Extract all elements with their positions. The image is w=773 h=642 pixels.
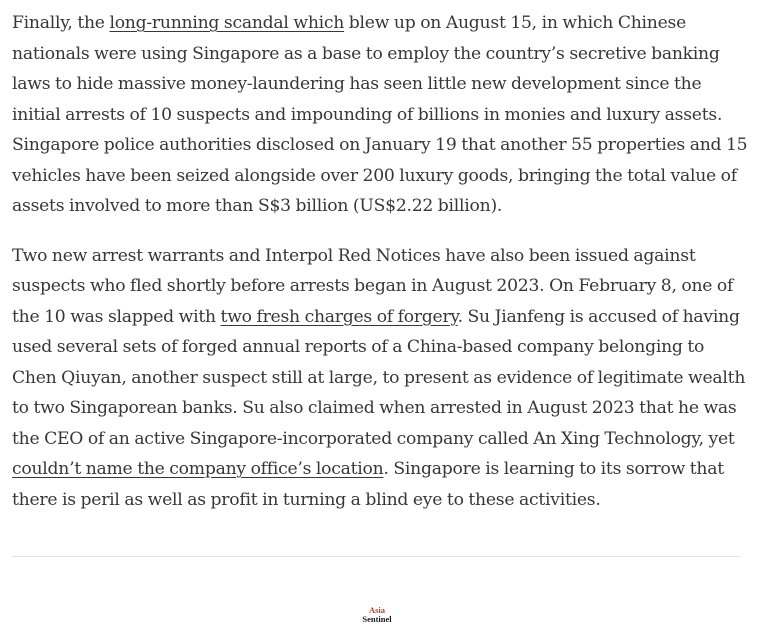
link-forgery-charges[interactable]: two fresh charges of forgery bbox=[220, 306, 458, 327]
link-long-running-scandal[interactable]: long-running scandal which bbox=[109, 13, 345, 33]
link-company-office-location[interactable]: couldn’t name the company office’s location bbox=[12, 459, 384, 479]
footer-divider bbox=[12, 556, 741, 557]
article-body bbox=[12, 8, 752, 515]
logo-text-asia: Asia bbox=[368, 605, 386, 615]
article-paragraph-1 bbox=[12, 8, 752, 222]
paragraph-text: . Singapore is learning to its sorrow that there is peril as well as profit in turning a blind eye to these activities. bbox=[12, 459, 724, 510]
paragraph-text: blew up on August 15, in which Chinese nationals were using Singapore as a base to employ the country’s secretive banking laws to hide massive money-laundering has seen little new development since the initial arrests of 10 suspects and impounding of billions in monies and luxury assets. Singapore police authorities disclosed on January 19 that another 55 properties and 15 vehicles have been seized alongside over 200 luxury goods, bringing the total value of assets involved to more than S$3 billion (US$2.22 billion). bbox=[12, 13, 748, 216]
paragraph-text: Finally, the bbox=[12, 13, 110, 33]
paragraph-text: Two new arrest warrants and Interpol Red Notices have also been issued against suspects who fled shortly before arrests began in August 2023. On February 8, one of the 10 was slapped with bbox=[12, 245, 734, 327]
paragraph-text: . Su Jianfeng is accused of having used several sets of forged annual reports of a China-based company belonging to Chen Qiuyan, another suspect still at large, to present as evidence of legitimate wealth to two Singaporean banks. Su also claimed when arrested in August 2023 that he was the CEO of an active Singapore-incorporated company called An Xing Technology, yet bbox=[12, 306, 746, 449]
logo-text-sentinel: Sentinel bbox=[362, 614, 392, 624]
asia-sentinel-logo[interactable] bbox=[356, 606, 398, 626]
article-paragraph-2 bbox=[12, 241, 752, 516]
